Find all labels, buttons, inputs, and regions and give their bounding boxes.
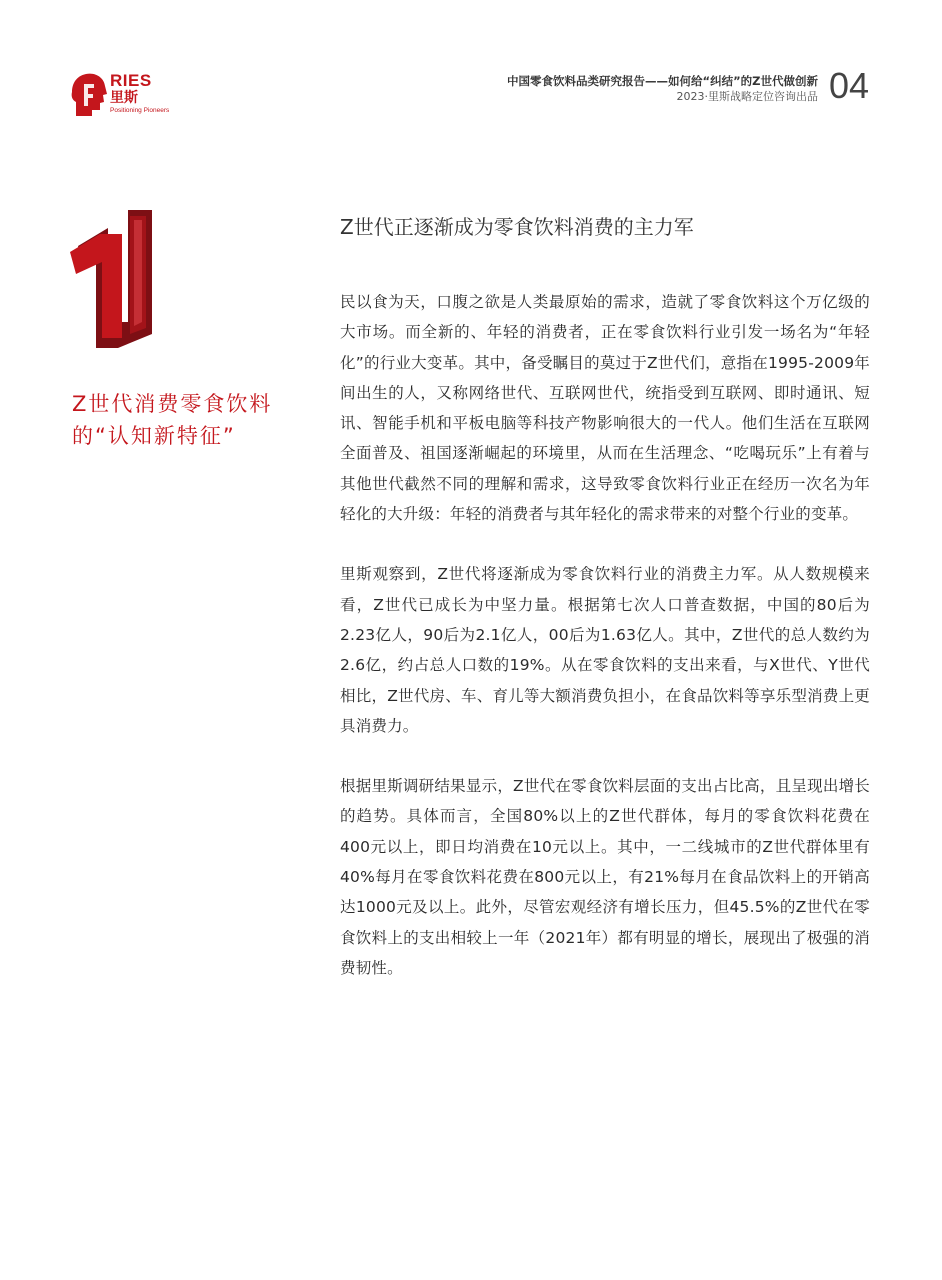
report-subtitle: 2023·里斯战略定位咨询出品 (676, 90, 818, 103)
article-body (340, 287, 870, 1013)
section-number-graphic (68, 210, 160, 350)
ries-head-logo-icon (70, 72, 108, 116)
page-number: 04 (829, 65, 870, 106)
logo-wordmark-cn: 里斯 (110, 90, 138, 106)
paragraph: 里斯观察到，Z世代将逐渐成为零食饮料行业的消费主力军。从人数规模来看，Z世代已成长为中坚力量。根据第七次人口普查数据，中国的80后为2.23亿人，90后为2.1亿人，00后为1.63亿人。其中，Z世代的总人数约为2.6亿，约占总人口数的19%。从在零食饮料的支出来看，与X世代、Y世代相比，Z世代房、车、育儿等大额消费负担小，在食品饮料等享乐型消费上更具消费力。 (340, 565, 870, 735)
logo-tagline: Positioning Pioneers (110, 107, 170, 114)
section-heading (72, 388, 312, 452)
section-heading-line2: 的“认知新特征” (72, 424, 236, 448)
paragraph: 根据里斯调研结果显示，Z世代在零食饮料层面的支出占比高，且呈现出增长的趋势。具体而言，全国80%以上的Z世代群体，每月的零食饮料花费在400元以上，即日均消费在10元以上。其中，一二线城市的Z世代群体里有40%每月在零食饮料花费在800元以上，有21%每月在食品饮料上的开销高达1000元及以上。此外，尽管宏观经济有增长压力，但45.5%的Z世代在零食饮料上的支出相较上一年（2021年）都有明显的增长，展现出了极强的消费韧性。 (340, 777, 870, 977)
section-heading-line1: Z世代消费零食饮料 (72, 392, 273, 416)
paragraph: 民以食为天，口腹之欲是人类最原始的需求，造就了零食饮料这个万亿级的大市场。而全新的、年轻的消费者，正在零食饮料行业引发一场名为“年轻化”的行业大变革。其中，备受瞩目的莫过于Z世代们，意指在1995-2009年间出生的人，又称网络世代、互联网世代，统指受到互联网、即时通讯、短讯、智能手机和平板电脑等科技产物影响很大的一代人。他们生活在互联网全面普及、祖国逐渐崛起的环境里，从而在生活理念、“吃喝玩乐”上有着与其他世代截然不同的理解和需求，这导致零食饮料行业正在经历一次名为年轻化的大升级：年轻的消费者与其年轻化的需求带来的对整个行业的变革。 (340, 293, 870, 524)
report-header (507, 73, 818, 104)
logo-wordmark-en: RIES (110, 71, 152, 90)
report-title: 中国零食饮料品类研究报告——如何给“纠结”的Z世代做创新 (507, 74, 818, 88)
ries-logo (70, 70, 180, 118)
article-title: Z世代正逐渐成为零食饮料消费的主力军 (340, 215, 694, 239)
